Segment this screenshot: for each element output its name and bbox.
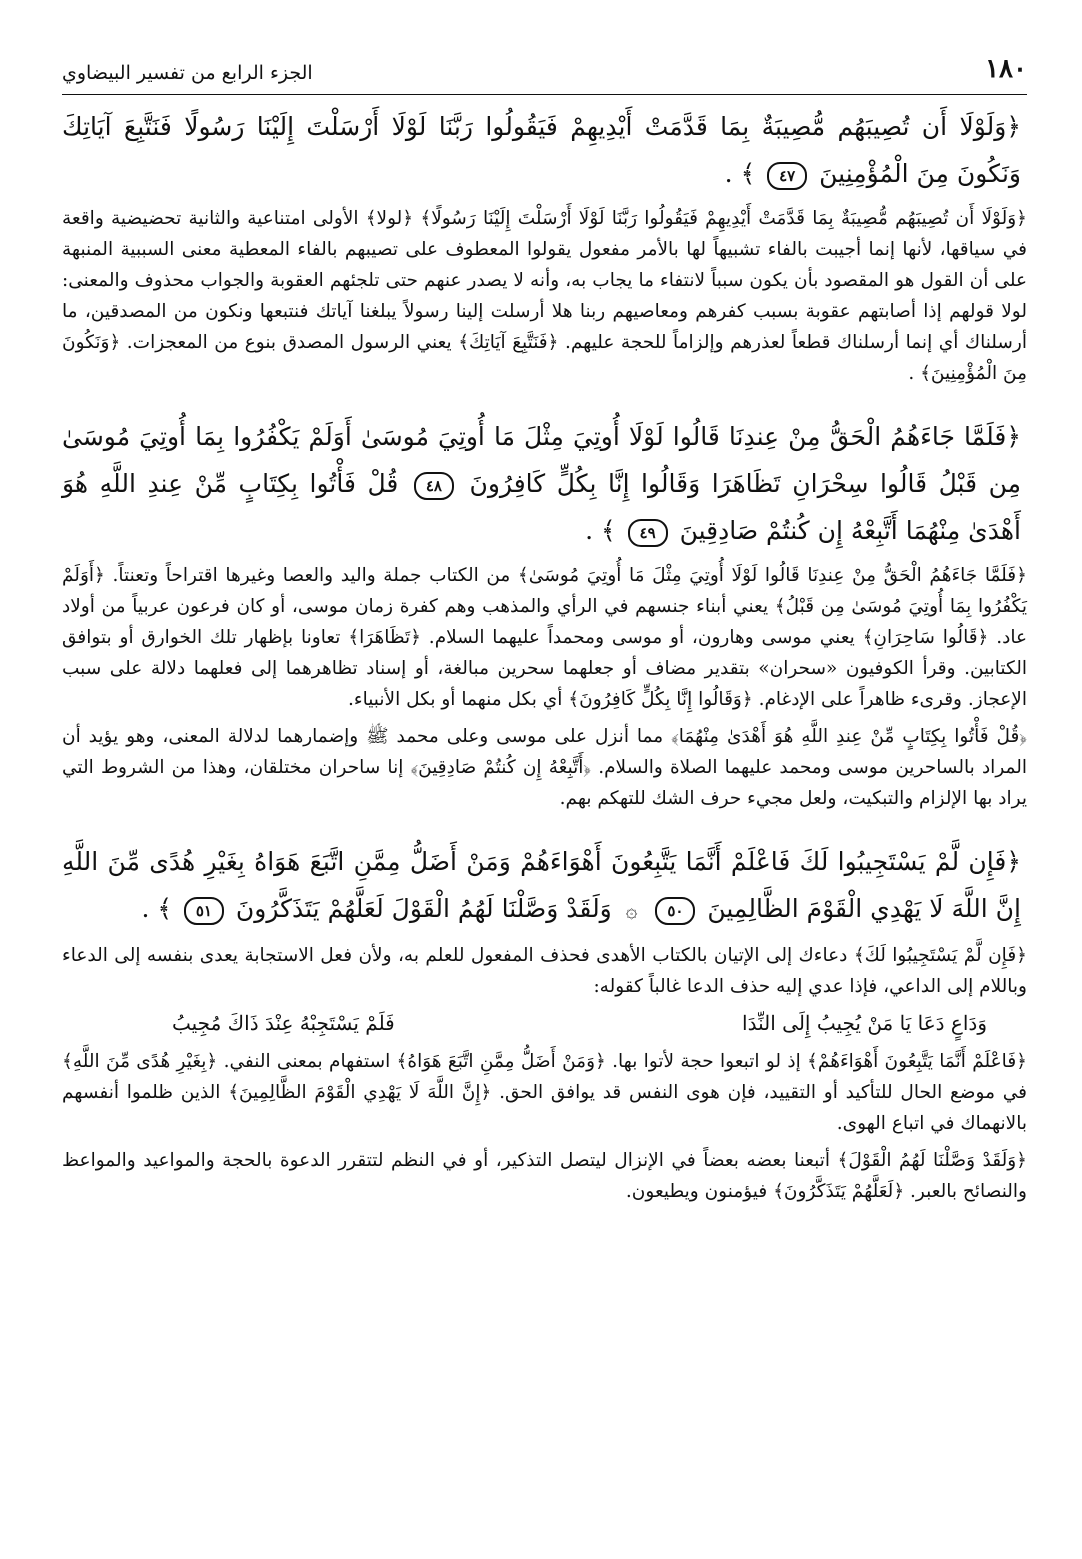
quran-verse-block [62, 413, 1027, 554]
book-page [62, 54, 1027, 1534]
commentary-paragraph: ﴿وَلَوْلَا أَن تُصِيبَهُم مُّصِيبَةٌ بِمَا قَدَّمَتْ أَيْدِيهِمْ فَيَقُولُوا رَبَّنَا لَوْلَا أَرْسَلْتَ إِلَيْنَا رَسُولًا﴾ ﴿لولا﴾ الأولى امتناعية والثانية تحضيضية واقعة في سياقها، لأنها إنما أجيبت بالفاء تشبيهاً لها بالأمر مفعول يقولوا المعطوف على تصيبهم بالفاء المعطية معنى السببية المنبهة على أن القول هو المقصود بأن يكون سبباً لانتفاء ما يجاب به، وأنه لا يصدر عنهم حتى تلجئهم العقوبة والجواب محذوف والمعنى: لولا قولهم إذا أصابتهم عقوبة بسبب كفرهم ومعاصيهم ربنا هلا أرسلت إلينا رسولاً يبلغنا آياتك فنتبعها ونكون من المصدقين، ما أرسلناك أي إنما أرسلناك قطعاً لعذرهم وإلزاماً للحجة عليهم. ﴿فَنَتَّبِعَ آيَاتِكَ﴾ يعني الرسول المصدق بنوع من المعجزات. ﴿وَنَكُونَ مِنَ الْمُؤْمِنِينَ﴾ . [62, 208, 1027, 384]
poem-verse [62, 1006, 1027, 1040]
ayah-number-marker: ٤٩ [628, 519, 668, 547]
poem-hemistich-first: وَدَاعٍ دَعَا يَا مَنْ يُجِيبُ إِلَى النِّدَا [742, 1011, 987, 1035]
ayah-number-marker: ٥٠ [655, 897, 695, 925]
ayah-number-marker: ٥١ [184, 897, 224, 925]
verse-text: وَلَقَدْ وَصَّلْنَا لَهُمُ الْقَوْلَ لَعَلَّهُمْ يَتَذَكَّرُونَ [235, 894, 612, 923]
commentary-paragraph: ﴿وَلَقَدْ وَصَّلْنَا لَهُمُ الْقَوْلَ﴾ أتبعنا بعضه بعضاً في الإنزال ليتصل التذكير، أو في النظم لتتقرر الدعوة بالحجة والمواعيد والمواعظ والنصائح بالعبر. ﴿لَعَلَّهُمْ يَتَذَكَّرُونَ﴾ فيؤمنون ويطيعون. [62, 1150, 1027, 1202]
quran-verse-block [62, 838, 1027, 934]
commentary-paragraph: ﴿فَلَمَّا جَاءَهُمُ الْحَقُّ مِنْ عِندِنَا قَالُوا لَوْلَا أُوتِيَ مِثْلَ مَا أُوتِيَ مُوسَىٰ﴾ من الكتاب جملة واليد والعصا وغيرها اقتراحاً وتعنتاً. ﴿أَوَلَمْ يَكْفُرُوا بِمَا أُوتِيَ مُوسَىٰ مِن قَبْلُ﴾ يعني أبناء جنسهم في الرأي والمذهب وهم كفرة زمان موسى، أو كان فرعون عربياً من أولاد عاد. ﴿قَالُوا سَاحِرَانِ﴾ يعني موسى وهارون، أو موسى ومحمداً عليهما السلام. ﴿تَظَاهَرَا﴾ تعاونا بإظهار تلك الخوارق أو بتوافق الكتابين. وقرأ الكوفيون «سحران» بتقدير مضاف أو جعلهما سحرين مبالغة، أو إسناد تظاهرهما إلى فعلهما دلالة على سبب الإعجاز. وقرىء ظاهراً على الإدغام. ﴿وَقَالُوا إِنَّا بِكُلٍّ كَافِرُونَ﴾ أي بكل منهما أو بكل الأنبياء. [62, 565, 1028, 710]
commentary-paragraph: ﴿فَاعْلَمْ أَنَّمَا يَتَّبِعُونَ أَهْوَاءَهُمْ﴾ إذ لو اتبعوا حجة لأتوا بها. ﴿وَمَنْ أَضَلُّ مِمَّنِ اتَّبَعَ هَوَاهُ﴾ استفهام بمعنى النفي. ﴿بِغَيْرِ هُدًى مِّنَ اللَّهِ﴾ في موضع الحال للتأكيد أو التقييد، فإن هوى النفس قد يوافق الحق. ﴿إِنَّ اللَّهَ لَا يَهْدِي الْقَوْمَ الظَّالِمِينَ﴾ الذين ظلموا أنفسهم بالانهماك في اتباع الهوى. [62, 1051, 1027, 1134]
quran-verse-block [62, 103, 1027, 197]
verse-text: ﴿فَلَمَّا جَاءَهُمُ الْحَقُّ مِنْ عِندِنَا قَالُوا لَوْلَا أُوتِيَ مِثْلَ مَا أُوتِيَ مُوسَىٰ أَوَلَمْ يَكْفُرُوا بِمَا أُوتِيَ مُوسَىٰ مِن قَبْلُ قَالُوا سِحْرَانِ تَظَاهَرَا وَقَالُوا إِنَّا بِكُلٍّ كَافِرُونَ [62, 422, 1022, 498]
verse-closing: ﴾ . [585, 516, 616, 545]
running-title: الجزء الرابع من تفسير البيضاوي [62, 62, 313, 84]
rub-el-hizb-icon: ۞ [625, 898, 638, 922]
verse-text: ﴿فَإِن لَّمْ يَسْتَجِيبُوا لَكَ فَاعْلَمْ أَنَّمَا يَتَّبِعُونَ أَهْوَاءَهُمْ وَمَنْ أَضَلُّ مِمَّنِ اتَّبَعَ هَوَاهُ بِغَيْرِ هُدًى مِّنَ اللَّهِ إِنَّ اللَّهَ لَا يَهْدِي الْقَوْمَ الظَّالِمِينَ [62, 847, 1021, 923]
poem-hemistich-second: فَلَمْ يَسْتَجِبْهُ عِنْدَ ذَاكَ مُجِيبُ [172, 1011, 395, 1035]
verse-closing: ﴾ . [141, 894, 172, 923]
page-header [62, 54, 1027, 95]
ayah-number-marker: ٤٨ [414, 472, 454, 500]
verse-closing: ﴾ . [724, 159, 756, 188]
page-number: ١٨٠ [985, 54, 1027, 84]
commentary-paragraph: ﴿قُلْ فَأْتُوا بِكِتَابٍ مِّنْ عِندِ اللَّهِ هُوَ أَهْدَىٰ مِنْهُمَا﴾ مما أنزل على موسى وعلى محمد ﷺ وإضمارهما لدلالة المعنى، وهو يؤيد أن المراد بالساحرين موسى ومحمد عليهما الصلاة والسلام. ﴿أَتَّبِعْهُ إِن كُنتُمْ صَادِقِينَ﴾ إنا ساحران مختلقان، وهذا من الشروط التي يراد بها الإلزام والتبكيت، ولعل مجيء حرف الشك للتهكم بهم. [62, 726, 1027, 809]
ayah-number-marker: ٤٧ [767, 162, 807, 190]
verse-text: ﴿وَلَوْلَا أَن تُصِيبَهُم مُّصِيبَةٌ بِمَا قَدَّمَتْ أَيْدِيهِمْ فَيَقُولُوا رَبَّنَا لَوْلَا أَرْسَلْتَ إِلَيْنَا رَسُولًا فَنَتَّبِعَ آيَاتِكَ وَنَكُونَ مِنَ الْمُؤْمِنِينَ [62, 112, 1021, 188]
commentary-paragraph: ﴿فَإِن لَّمْ يَسْتَجِيبُوا لَكَ﴾ دعاءك إلى الإتيان بالكتاب الأهدى فحذف المفعول للعلم به، ولأن فعل الاستجابة يعدى بنفسه إلى الدعاء وباللام إلى الداعي، فإذا عدي إليه حذف الدعا غالباً كقوله: [62, 945, 1027, 997]
verse-text: قُلْ فَأْتُوا بِكِتَابٍ مِّنْ عِندِ اللَّهِ هُوَ أَهْدَىٰ مِنْهُمَا أَتَّبِعْهُ إِن كُنتُمْ صَادِقِينَ [62, 469, 1021, 545]
